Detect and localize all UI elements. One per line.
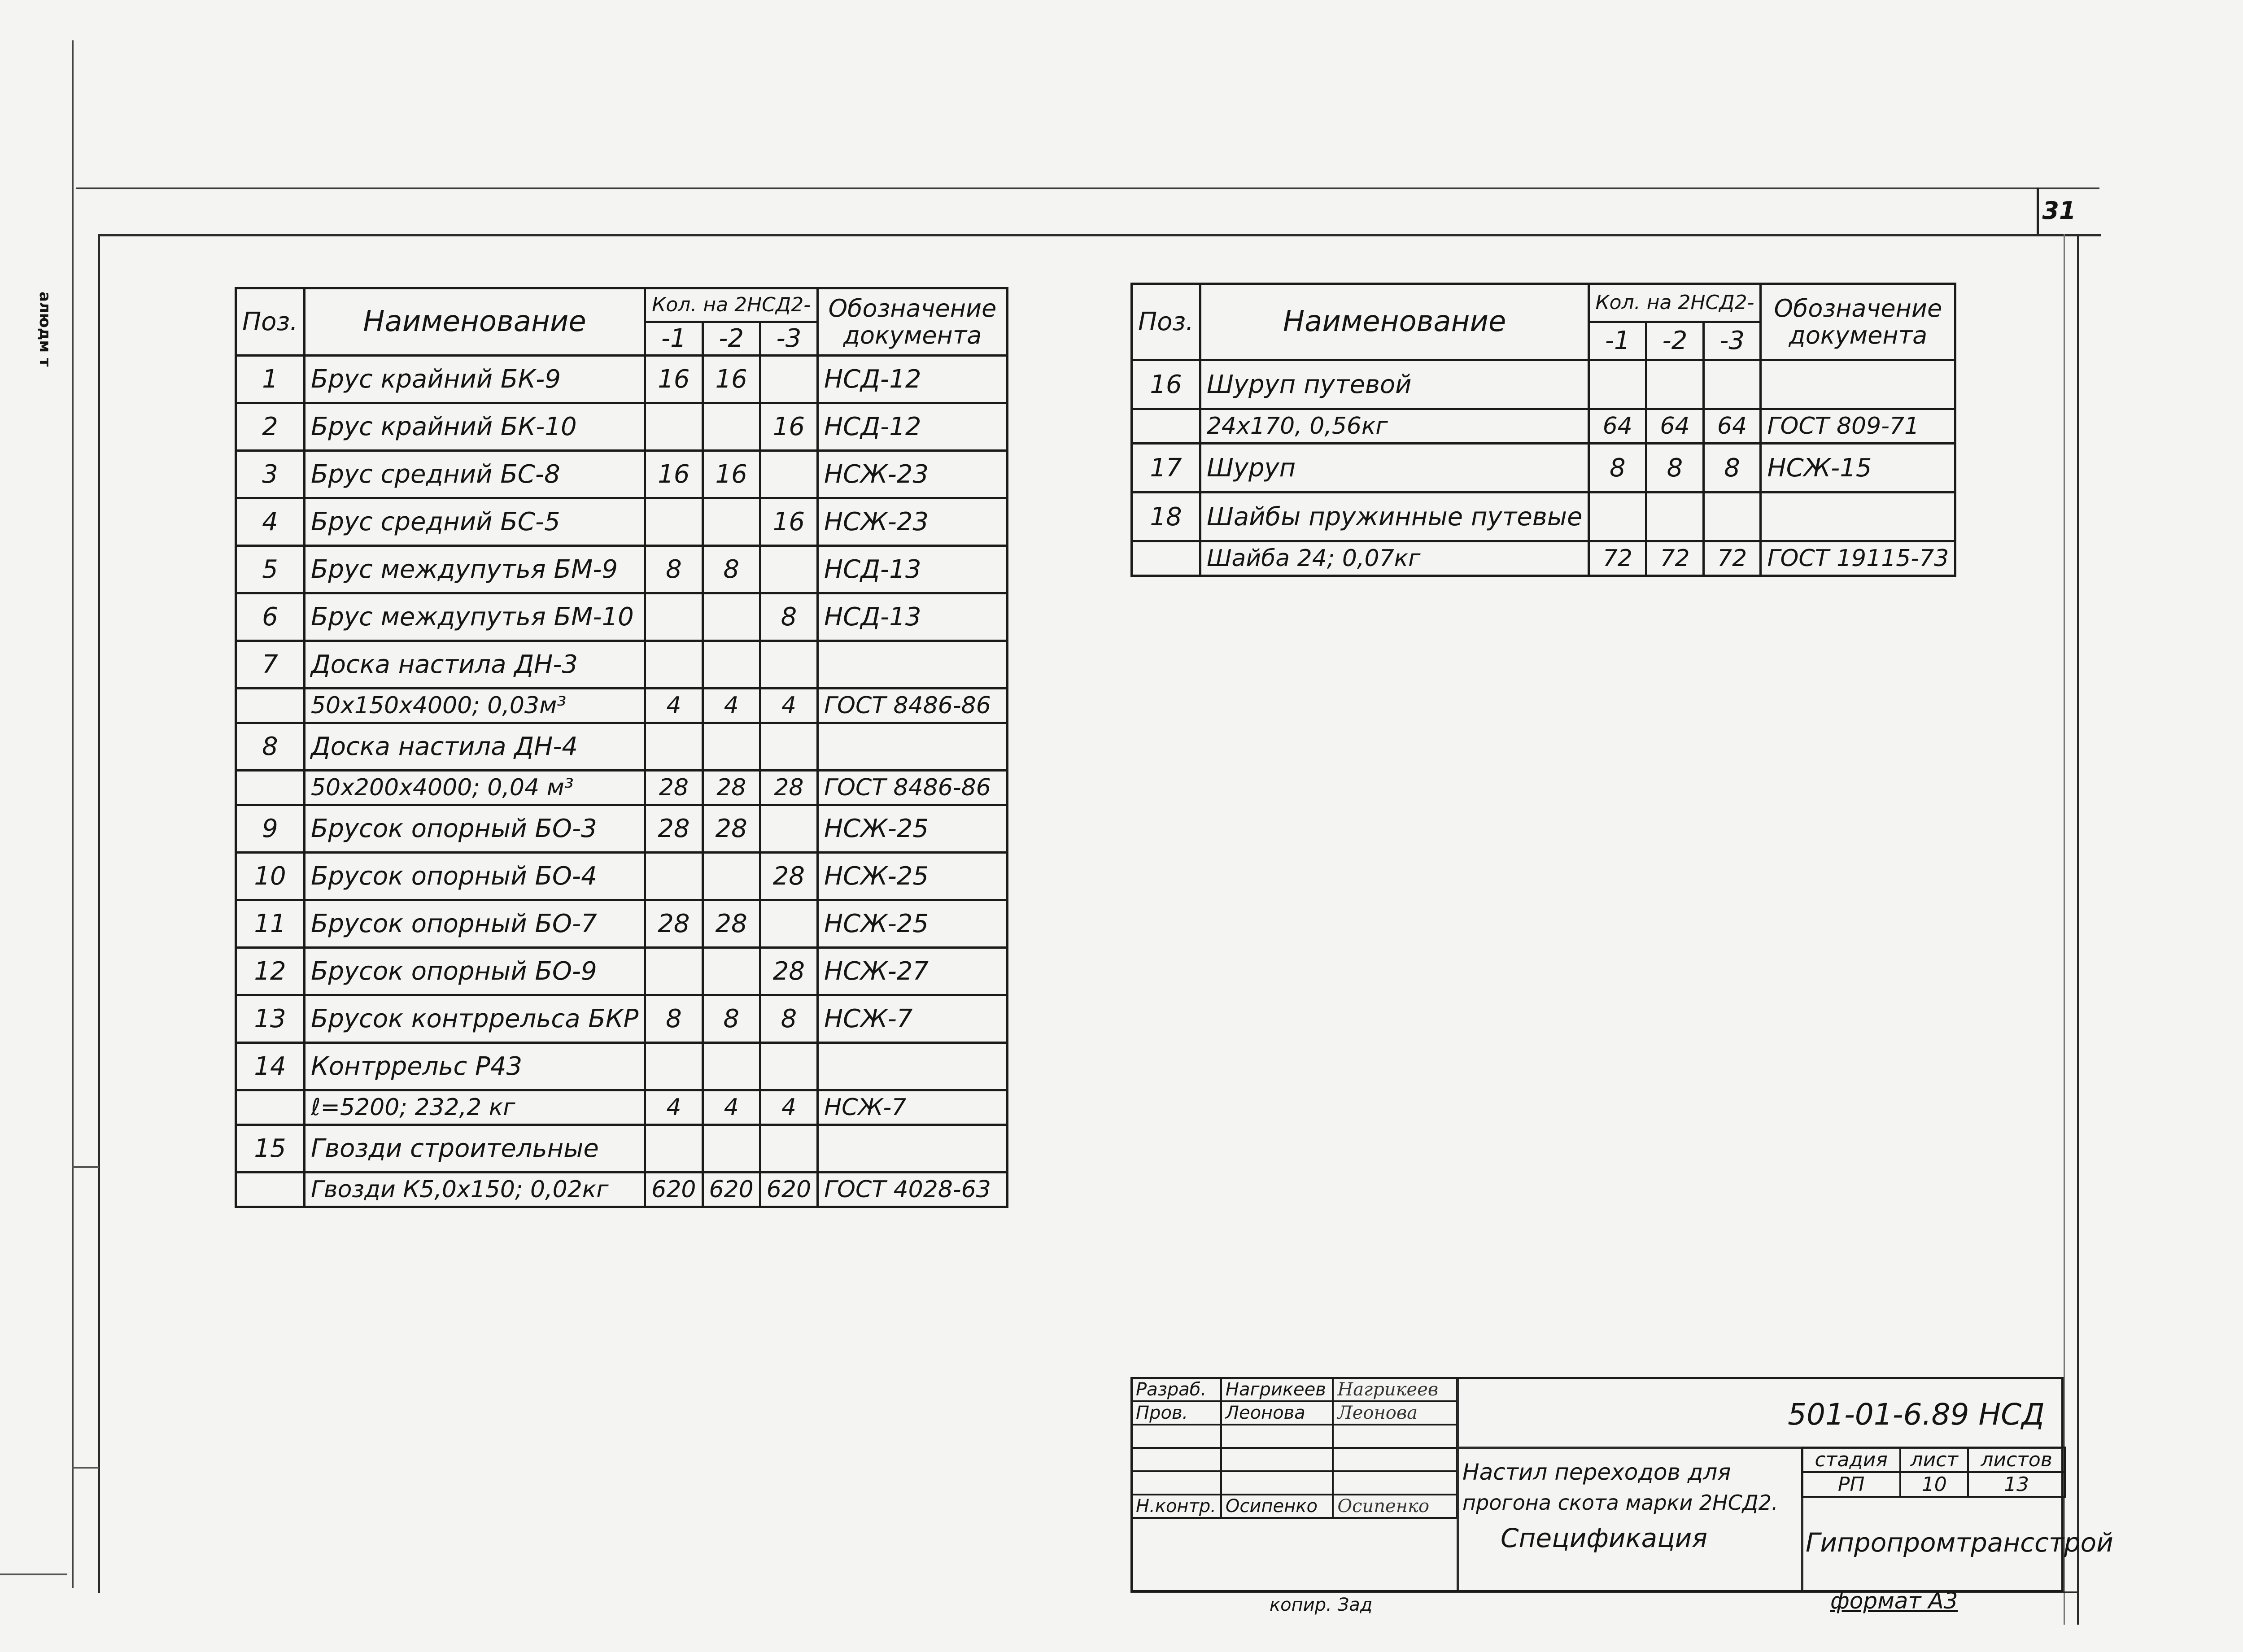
row-name: Брусок опорный БО-7 bbox=[304, 900, 645, 948]
row-name: Брус крайний БК-9 bbox=[304, 356, 645, 403]
signature-row bbox=[1131, 1401, 1457, 1425]
header-name: Наименование bbox=[304, 288, 645, 356]
row-pos: 15 bbox=[236, 1125, 305, 1173]
row-qty-2 bbox=[703, 641, 760, 689]
row-pos: 4 bbox=[236, 498, 305, 546]
row-name: Шуруп путевой bbox=[1200, 360, 1588, 409]
stage-value: РП bbox=[1802, 1472, 1900, 1497]
name-cell: Леонова bbox=[1221, 1401, 1333, 1425]
row-doc: ГОСТ 19115-73 bbox=[1761, 541, 1955, 576]
row-qty-1: 620 bbox=[645, 1173, 703, 1207]
row-doc bbox=[818, 1125, 1008, 1173]
document-designation: 501-01-6.89 НСД bbox=[1788, 1397, 2045, 1432]
table-row bbox=[236, 451, 1008, 498]
row-qty-3 bbox=[1703, 360, 1761, 409]
row-pos: 5 bbox=[236, 546, 305, 593]
row-doc: НСД-12 bbox=[818, 403, 1008, 451]
table-row bbox=[236, 771, 1008, 805]
frame-right-inner-line bbox=[2064, 234, 2065, 1625]
row-qty-3: 16 bbox=[760, 403, 817, 451]
row-qty-2: 28 bbox=[703, 771, 760, 805]
signature-row bbox=[1131, 1495, 1457, 1518]
row-doc: НСД-12 bbox=[818, 356, 1008, 403]
page-number: 31 bbox=[2042, 196, 2076, 225]
title-divider bbox=[1457, 1379, 1459, 1590]
header-doc: Обозначение документа bbox=[818, 288, 1008, 356]
page-number-box bbox=[2037, 187, 2079, 234]
document-title-line-1: Настил переходов для bbox=[1462, 1459, 1731, 1485]
row-qty-1 bbox=[645, 641, 703, 689]
row-qty-1: 8 bbox=[645, 995, 703, 1043]
header-row bbox=[236, 288, 1008, 322]
table-row bbox=[236, 995, 1008, 1043]
row-name: Брус междупутья БМ-9 bbox=[304, 546, 645, 593]
row-qty-1 bbox=[645, 1043, 703, 1090]
row-doc: НСД-13 bbox=[818, 593, 1008, 641]
table-row bbox=[1132, 444, 1955, 493]
row-name: Брус средний БС-8 bbox=[304, 451, 645, 498]
name-cell bbox=[1221, 1471, 1333, 1495]
row-pos bbox=[236, 771, 305, 805]
row-qty-1: 8 bbox=[1589, 444, 1646, 493]
row-pos: 8 bbox=[236, 723, 305, 771]
binding-tick-1 bbox=[72, 1166, 99, 1168]
row-qty-2 bbox=[703, 593, 760, 641]
row-qty-1 bbox=[1589, 493, 1646, 541]
signature-cell bbox=[1333, 1448, 1457, 1471]
row-qty-2: 4 bbox=[703, 1090, 760, 1125]
table-row bbox=[236, 1173, 1008, 1207]
signature-row bbox=[1131, 1448, 1457, 1471]
header-qty-2: -2 bbox=[703, 322, 760, 356]
table-row bbox=[236, 641, 1008, 689]
row-doc: НСЖ-23 bbox=[818, 498, 1008, 546]
row-qty-1: 16 bbox=[645, 356, 703, 403]
frame-left-line bbox=[98, 234, 100, 1593]
table-row bbox=[236, 546, 1008, 593]
sheets-label: листов bbox=[1968, 1447, 2065, 1472]
row-qty-3: 4 bbox=[760, 689, 817, 723]
row-pos: 2 bbox=[236, 403, 305, 451]
row-name: Гвозди К5,0x150; 0,02кг bbox=[304, 1173, 645, 1207]
row-doc: ГОСТ 4028-63 bbox=[818, 1173, 1008, 1207]
signature-cell: Нагрикеев bbox=[1333, 1378, 1457, 1401]
row-doc: НСЖ-7 bbox=[818, 995, 1008, 1043]
row-qty-1: 16 bbox=[645, 451, 703, 498]
row-name: Шуруп bbox=[1200, 444, 1588, 493]
row-qty-3: 28 bbox=[760, 948, 817, 995]
top-outer-line bbox=[76, 187, 2099, 189]
name-cell bbox=[1221, 1448, 1333, 1471]
row-qty-1 bbox=[645, 948, 703, 995]
organization-name: Гипропромтрансстрой bbox=[1806, 1527, 2113, 1558]
table-row bbox=[236, 689, 1008, 723]
header-qty-2: -2 bbox=[1646, 322, 1704, 360]
role-cell: Н.контр. bbox=[1131, 1495, 1221, 1518]
document-title-line-2: прогона скота марки 2НСД2. bbox=[1462, 1491, 1778, 1515]
row-qty-2: 8 bbox=[1646, 444, 1704, 493]
table-row bbox=[1132, 541, 1955, 576]
signature-cell: Леонова bbox=[1333, 1401, 1457, 1425]
header-qty-1: -1 bbox=[1589, 322, 1646, 360]
sheet-label: лист bbox=[1900, 1447, 1968, 1472]
row-pos bbox=[236, 689, 305, 723]
name-cell: Осипенко bbox=[1221, 1495, 1333, 1518]
row-qty-2: 28 bbox=[703, 900, 760, 948]
format-note: формат А3 bbox=[1830, 1588, 1958, 1614]
sheets-value: 13 bbox=[1968, 1472, 2065, 1497]
row-doc: НСЖ-7 bbox=[818, 1090, 1008, 1125]
row-pos: 3 bbox=[236, 451, 305, 498]
row-qty-2: 8 bbox=[703, 995, 760, 1043]
row-pos: 16 bbox=[1132, 360, 1200, 409]
row-doc: НСЖ-27 bbox=[818, 948, 1008, 995]
table-row bbox=[236, 948, 1008, 995]
row-qty-2: 72 bbox=[1646, 541, 1704, 576]
header-qty-3: -3 bbox=[760, 322, 817, 356]
row-qty-3 bbox=[760, 1125, 817, 1173]
row-name: 50x150x4000; 0,03м³ bbox=[304, 689, 645, 723]
title-block bbox=[1130, 1377, 2113, 1592]
row-qty-2 bbox=[703, 1043, 760, 1090]
row-doc bbox=[818, 1043, 1008, 1090]
signature-row bbox=[1131, 1378, 1457, 1401]
row-pos bbox=[1132, 409, 1200, 444]
row-qty-1: 8 bbox=[645, 546, 703, 593]
row-qty-3 bbox=[760, 1043, 817, 1090]
row-pos: 17 bbox=[1132, 444, 1200, 493]
row-doc: НСЖ-25 bbox=[818, 853, 1008, 900]
row-name: Контррельс Р43 bbox=[304, 1043, 645, 1090]
row-name: Брусок опорный БО-3 bbox=[304, 805, 645, 853]
header-pos: Поз. bbox=[236, 288, 305, 356]
row-doc bbox=[1761, 493, 1955, 541]
right-specification-table bbox=[1130, 283, 1956, 577]
table-row bbox=[236, 1090, 1008, 1125]
binding-margin-line bbox=[72, 40, 74, 1588]
table-row bbox=[236, 723, 1008, 771]
stage-label: стадия bbox=[1802, 1447, 1900, 1472]
row-name: Брусок опорный БО-9 bbox=[304, 948, 645, 995]
row-qty-1 bbox=[645, 723, 703, 771]
row-qty-2: 16 bbox=[703, 451, 760, 498]
table-row bbox=[236, 356, 1008, 403]
row-doc bbox=[818, 723, 1008, 771]
copied-note: копир. Зад bbox=[1270, 1595, 1373, 1615]
signature-row bbox=[1131, 1471, 1457, 1495]
row-qty-1 bbox=[645, 403, 703, 451]
table-row bbox=[1132, 360, 1955, 409]
row-qty-1 bbox=[645, 1125, 703, 1173]
row-qty-3: 8 bbox=[760, 593, 817, 641]
row-qty-3: 620 bbox=[760, 1173, 817, 1207]
row-qty-3: 4 bbox=[760, 1090, 817, 1125]
row-qty-2 bbox=[1646, 360, 1704, 409]
row-pos: 13 bbox=[236, 995, 305, 1043]
row-qty-2 bbox=[703, 403, 760, 451]
row-qty-3 bbox=[760, 723, 817, 771]
row-qty-2 bbox=[703, 498, 760, 546]
row-pos: 1 bbox=[236, 356, 305, 403]
row-name: Брусок опорный БО-4 bbox=[304, 853, 645, 900]
table-row bbox=[236, 1043, 1008, 1090]
row-name: Доска настила ДН-3 bbox=[304, 641, 645, 689]
row-pos: 11 bbox=[236, 900, 305, 948]
signature-cell bbox=[1333, 1425, 1457, 1448]
signature-cell bbox=[1333, 1471, 1457, 1495]
row-pos bbox=[236, 1090, 305, 1125]
row-qty-1: 28 bbox=[645, 900, 703, 948]
row-qty-1: 4 bbox=[645, 689, 703, 723]
row-qty-3 bbox=[760, 451, 817, 498]
row-qty-1: 28 bbox=[645, 805, 703, 853]
stage-table bbox=[1801, 1447, 2066, 1498]
row-qty-2: 16 bbox=[703, 356, 760, 403]
row-name: Гвозди строительные bbox=[304, 1125, 645, 1173]
row-doc: ГОСТ 8486-86 bbox=[818, 771, 1008, 805]
margin-note: алюдм т bbox=[36, 292, 54, 367]
name-cell: Нагрикеев bbox=[1221, 1378, 1333, 1401]
row-pos bbox=[1132, 541, 1200, 576]
row-qty-3: 28 bbox=[760, 853, 817, 900]
row-qty-1: 72 bbox=[1589, 541, 1646, 576]
row-doc: НСЖ-15 bbox=[1761, 444, 1955, 493]
row-qty-3 bbox=[760, 805, 817, 853]
row-qty-1: 28 bbox=[645, 771, 703, 805]
table-row bbox=[1132, 493, 1955, 541]
row-qty-3 bbox=[760, 546, 817, 593]
row-name: Брус междупутья БМ-10 bbox=[304, 593, 645, 641]
row-pos: 10 bbox=[236, 853, 305, 900]
row-doc: НСЖ-25 bbox=[818, 805, 1008, 853]
table-row bbox=[236, 853, 1008, 900]
row-qty-2 bbox=[703, 948, 760, 995]
row-qty-3 bbox=[760, 900, 817, 948]
row-name: Брус средний БС-5 bbox=[304, 498, 645, 546]
row-doc bbox=[818, 641, 1008, 689]
binding-tick-3 bbox=[0, 1574, 67, 1575]
table-row bbox=[236, 403, 1008, 451]
row-qty-3: 16 bbox=[760, 498, 817, 546]
row-qty-2: 620 bbox=[703, 1173, 760, 1207]
row-pos: 12 bbox=[236, 948, 305, 995]
header-qty: Кол. на 2НСД2- bbox=[1589, 284, 1761, 322]
table-row bbox=[1132, 409, 1955, 444]
row-pos: 9 bbox=[236, 805, 305, 853]
table-row bbox=[236, 900, 1008, 948]
row-qty-3 bbox=[760, 641, 817, 689]
row-qty-2: 8 bbox=[703, 546, 760, 593]
role-cell: Пров. bbox=[1131, 1401, 1221, 1425]
sheet-value: 10 bbox=[1900, 1472, 1968, 1497]
row-qty-2 bbox=[1646, 493, 1704, 541]
role-cell: Разраб. bbox=[1131, 1378, 1221, 1401]
row-pos bbox=[236, 1173, 305, 1207]
header-row bbox=[1132, 284, 1955, 322]
role-cell bbox=[1131, 1471, 1221, 1495]
header-pos: Поз. bbox=[1132, 284, 1200, 360]
row-qty-3 bbox=[760, 356, 817, 403]
row-doc bbox=[1761, 360, 1955, 409]
row-qty-3: 72 bbox=[1703, 541, 1761, 576]
row-doc: ГОСТ 8486-86 bbox=[818, 689, 1008, 723]
row-doc: НСЖ-23 bbox=[818, 451, 1008, 498]
table-row bbox=[236, 498, 1008, 546]
row-name: Шайбы пружинные путевые bbox=[1200, 493, 1588, 541]
row-qty-1 bbox=[645, 593, 703, 641]
row-name: ℓ=5200; 232,2 кг bbox=[304, 1090, 645, 1125]
name-cell bbox=[1221, 1425, 1333, 1448]
row-qty-2 bbox=[703, 723, 760, 771]
row-qty-3: 64 bbox=[1703, 409, 1761, 444]
header-qty: Кол. на 2НСД2- bbox=[645, 288, 818, 322]
row-qty-2 bbox=[703, 1125, 760, 1173]
row-qty-3: 8 bbox=[760, 995, 817, 1043]
row-qty-2 bbox=[703, 853, 760, 900]
row-name: Брусок контррельса БКР bbox=[304, 995, 645, 1043]
signature-row bbox=[1131, 1425, 1457, 1448]
table-row bbox=[236, 805, 1008, 853]
row-doc: ГОСТ 809-71 bbox=[1761, 409, 1955, 444]
frame-right-line bbox=[2077, 234, 2079, 1625]
row-qty-2: 4 bbox=[703, 689, 760, 723]
row-qty-1: 64 bbox=[1589, 409, 1646, 444]
row-pos: 18 bbox=[1132, 493, 1200, 541]
role-cell bbox=[1131, 1425, 1221, 1448]
row-qty-1: 4 bbox=[645, 1090, 703, 1125]
row-pos: 7 bbox=[236, 641, 305, 689]
row-qty-1 bbox=[1589, 360, 1646, 409]
row-name: Шайба 24; 0,07кг bbox=[1200, 541, 1588, 576]
row-name: Брус крайний БК-10 bbox=[304, 403, 645, 451]
row-qty-2: 64 bbox=[1646, 409, 1704, 444]
row-pos: 6 bbox=[236, 593, 305, 641]
signature-cell: Осипенко bbox=[1333, 1495, 1457, 1518]
row-qty-3: 8 bbox=[1703, 444, 1761, 493]
left-specification-table bbox=[235, 287, 1008, 1208]
header-qty-1: -1 bbox=[645, 322, 703, 356]
row-name: Доска настила ДН-4 bbox=[304, 723, 645, 771]
frame-top-line bbox=[98, 234, 2101, 236]
row-pos: 14 bbox=[236, 1043, 305, 1090]
document-title-line-3: Спецификация bbox=[1501, 1523, 1708, 1553]
table-row bbox=[236, 1125, 1008, 1173]
header-name: Наименование bbox=[1200, 284, 1588, 360]
row-qty-3: 28 bbox=[760, 771, 817, 805]
header-doc: Обозначение документа bbox=[1761, 284, 1955, 360]
row-doc: НСЖ-25 bbox=[818, 900, 1008, 948]
table-row bbox=[236, 593, 1008, 641]
binding-tick-2 bbox=[72, 1467, 99, 1469]
row-qty-2: 28 bbox=[703, 805, 760, 853]
role-cell bbox=[1131, 1448, 1221, 1471]
signature-table bbox=[1130, 1377, 1458, 1519]
row-doc: НСД-13 bbox=[818, 546, 1008, 593]
row-name: 50x200x4000; 0,04 м³ bbox=[304, 771, 645, 805]
row-qty-1 bbox=[645, 498, 703, 546]
header-qty-3: -3 bbox=[1703, 322, 1761, 360]
row-qty-3 bbox=[1703, 493, 1761, 541]
row-qty-1 bbox=[645, 853, 703, 900]
row-name: 24x170, 0,56кг bbox=[1200, 409, 1588, 444]
